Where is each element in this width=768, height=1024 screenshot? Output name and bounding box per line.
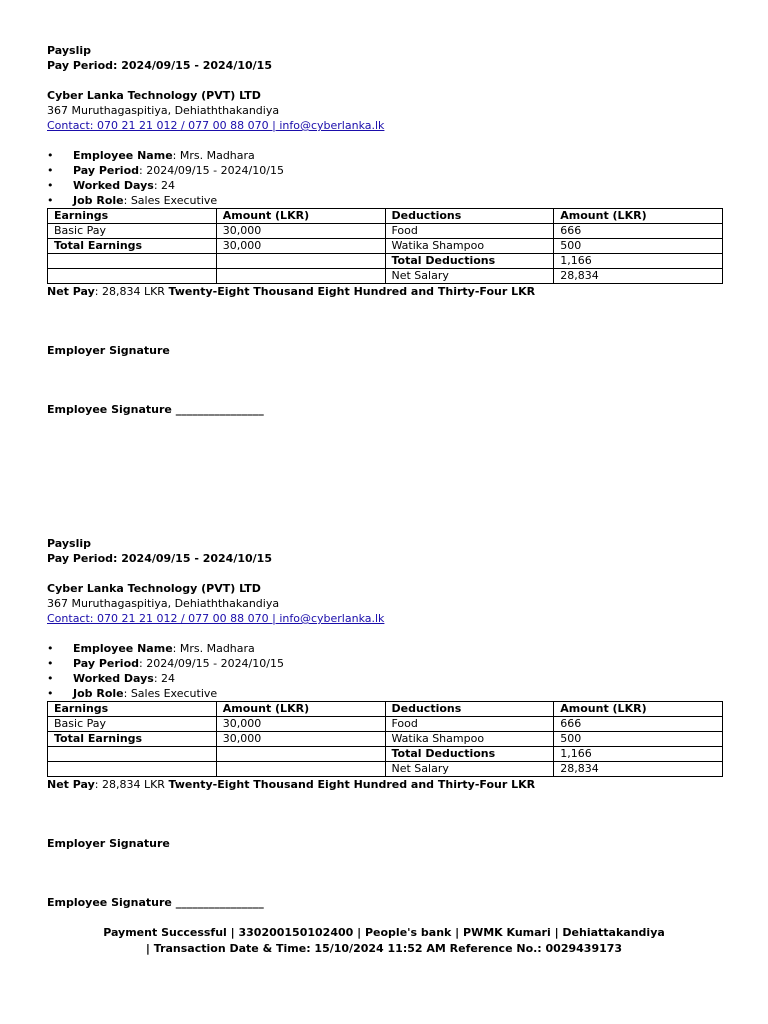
table-row: Total Deductions 1,166 bbox=[48, 254, 723, 269]
company-name: Cyber Lanka Technology (PVT) LTD bbox=[47, 582, 261, 595]
list-item: • Worked Days: 24 bbox=[47, 179, 176, 192]
contact-link[interactable]: Contact: 070 21 21 012 / 077 00 88 070 | info@cyberlanka.lk bbox=[47, 119, 385, 132]
payslip-heading: Payslip bbox=[47, 537, 91, 550]
list-item: • Pay Period: 2024/09/15 - 2024/10/15 bbox=[47, 164, 284, 177]
table-header-row: Earnings Amount (LKR) Deductions Amount (LKR) bbox=[48, 702, 723, 717]
table-row: Basic Pay 30,000 Food 666 bbox=[48, 717, 723, 732]
salary-table bbox=[47, 208, 723, 284]
list-item: • Pay Period: 2024/09/15 - 2024/10/15 bbox=[47, 657, 284, 670]
payslip-heading: Payslip bbox=[47, 44, 91, 57]
net-pay-line: Net Pay: 28,834 LKR Twenty-Eight Thousand Eight Hundred and Thirty-Four LKR bbox=[47, 778, 536, 791]
table-row: Net Salary 28,834 bbox=[48, 762, 723, 777]
employee-info-list bbox=[47, 148, 723, 208]
table-row: Total Earnings 30,000 Watika Shampoo 500 bbox=[48, 239, 723, 254]
employer-signature: Employer Signature bbox=[47, 837, 170, 850]
contact-link[interactable]: Contact: 070 21 21 012 / 077 00 88 070 | info@cyberlanka.lk bbox=[47, 612, 385, 625]
list-item: • Job Role: Sales Executive bbox=[47, 194, 218, 207]
pay-period-heading: Pay Period: 2024/09/15 - 2024/10/15 bbox=[47, 59, 272, 72]
table-row: Total Earnings 30,000 Watika Shampoo 500 bbox=[48, 732, 723, 747]
company-address: 367 Muruthagaspitiya, Dehiaththakandiya bbox=[47, 597, 280, 610]
table-row: Total Deductions 1,166 bbox=[48, 747, 723, 762]
table-row: Basic Pay 30,000 Food 666 bbox=[48, 224, 723, 239]
employee-signature: Employee Signature ________________ bbox=[47, 403, 264, 416]
net-pay-line: Net Pay: 28,834 LKR Twenty-Eight Thousand Eight Hundred and Thirty-Four LKR bbox=[47, 285, 536, 298]
payment-status-line: Payment Successful | 330200150102400 | People's bank | PWMK Kumari | Dehiattakandiya bbox=[103, 926, 665, 939]
list-item: • Job Role: Sales Executive bbox=[47, 687, 218, 700]
company-address: 367 Muruthagaspitiya, Dehiaththakandiya bbox=[47, 104, 280, 117]
transaction-details-line: | Transaction Date & Time: 15/10/2024 11:52 AM Reference No.: 0029439173 bbox=[145, 942, 623, 955]
employee-info-list bbox=[47, 641, 723, 701]
table-row: Net Salary 28,834 bbox=[48, 269, 723, 284]
table-header-row: Earnings Amount (LKR) Deductions Amount (LKR) bbox=[48, 209, 723, 224]
list-item: • Employee Name: Mrs. Madhara bbox=[47, 642, 255, 655]
company-name: Cyber Lanka Technology (PVT) LTD bbox=[47, 89, 261, 102]
payslip-1 bbox=[47, 43, 723, 417]
employee-signature: Employee Signature ________________ bbox=[47, 896, 264, 909]
list-item: • Employee Name: Mrs. Madhara bbox=[47, 149, 255, 162]
employer-signature: Employer Signature bbox=[47, 344, 170, 357]
salary-table bbox=[47, 701, 723, 777]
payment-footer bbox=[0, 925, 768, 957]
payslip-2 bbox=[47, 536, 723, 910]
list-item: • Worked Days: 24 bbox=[47, 672, 176, 685]
pay-period-heading: Pay Period: 2024/09/15 - 2024/10/15 bbox=[47, 552, 272, 565]
